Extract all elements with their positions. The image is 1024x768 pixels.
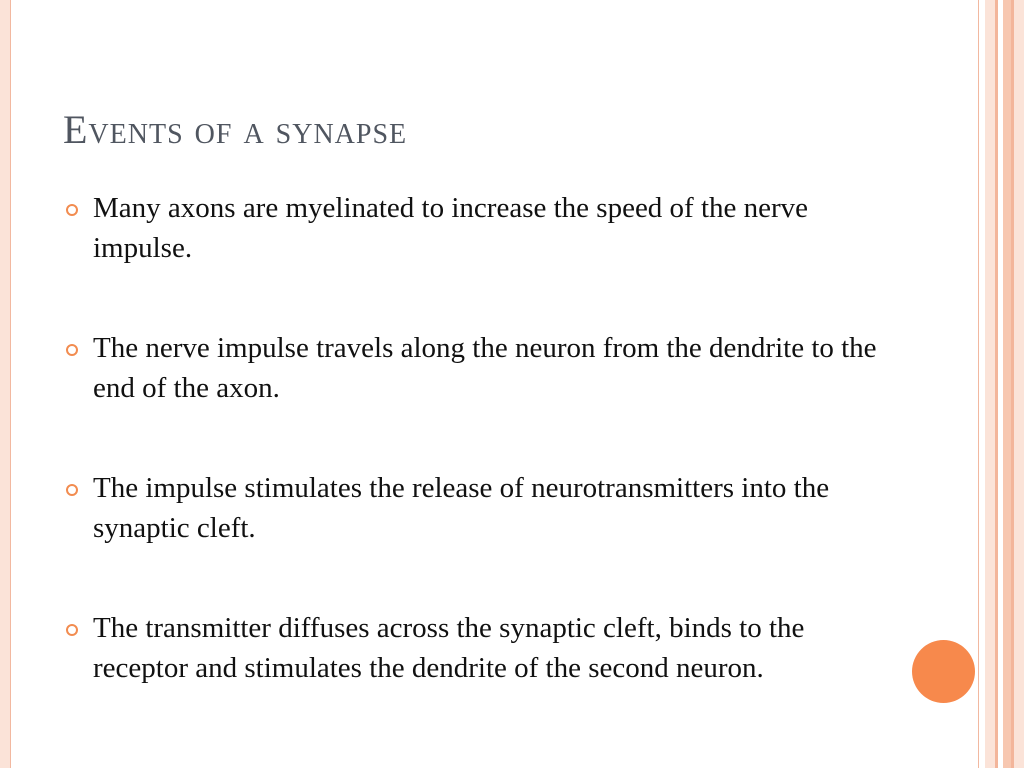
bullet-item	[64, 188, 884, 268]
bullet-text: Many axons are myelinated to increase the speed of the nerve impulse.	[93, 192, 809, 264]
slide-title: Events of a synapse	[63, 107, 408, 152]
border-stripe	[978, 0, 985, 768]
bullet-text: The impulse stimulates the release of neurotransmitters into the synaptic cleft.	[93, 472, 830, 544]
bullet-list	[64, 188, 884, 688]
left-border-decoration	[0, 0, 11, 768]
bullet-circle-icon	[66, 624, 78, 636]
right-border-decoration	[978, 0, 1024, 768]
bullet-circle-icon	[66, 204, 78, 216]
bullet-text: The nerve impulse travels along the neuron from the dendrite to the end of the axon.	[93, 332, 877, 404]
bullet-text: The transmitter diffuses across the synaptic cleft, binds to the receptor and stimulates the dendrite of the second neuron.	[93, 612, 805, 684]
border-stripe	[985, 0, 995, 768]
bullet-circle-icon	[66, 484, 78, 496]
bullet-item	[64, 468, 884, 548]
border-stripe	[1014, 0, 1024, 768]
orange-circle-icon	[912, 640, 975, 703]
border-stripe	[1003, 0, 1011, 768]
bullet-circle-icon	[66, 344, 78, 356]
bullet-item	[64, 328, 884, 408]
bullet-item	[64, 608, 884, 688]
